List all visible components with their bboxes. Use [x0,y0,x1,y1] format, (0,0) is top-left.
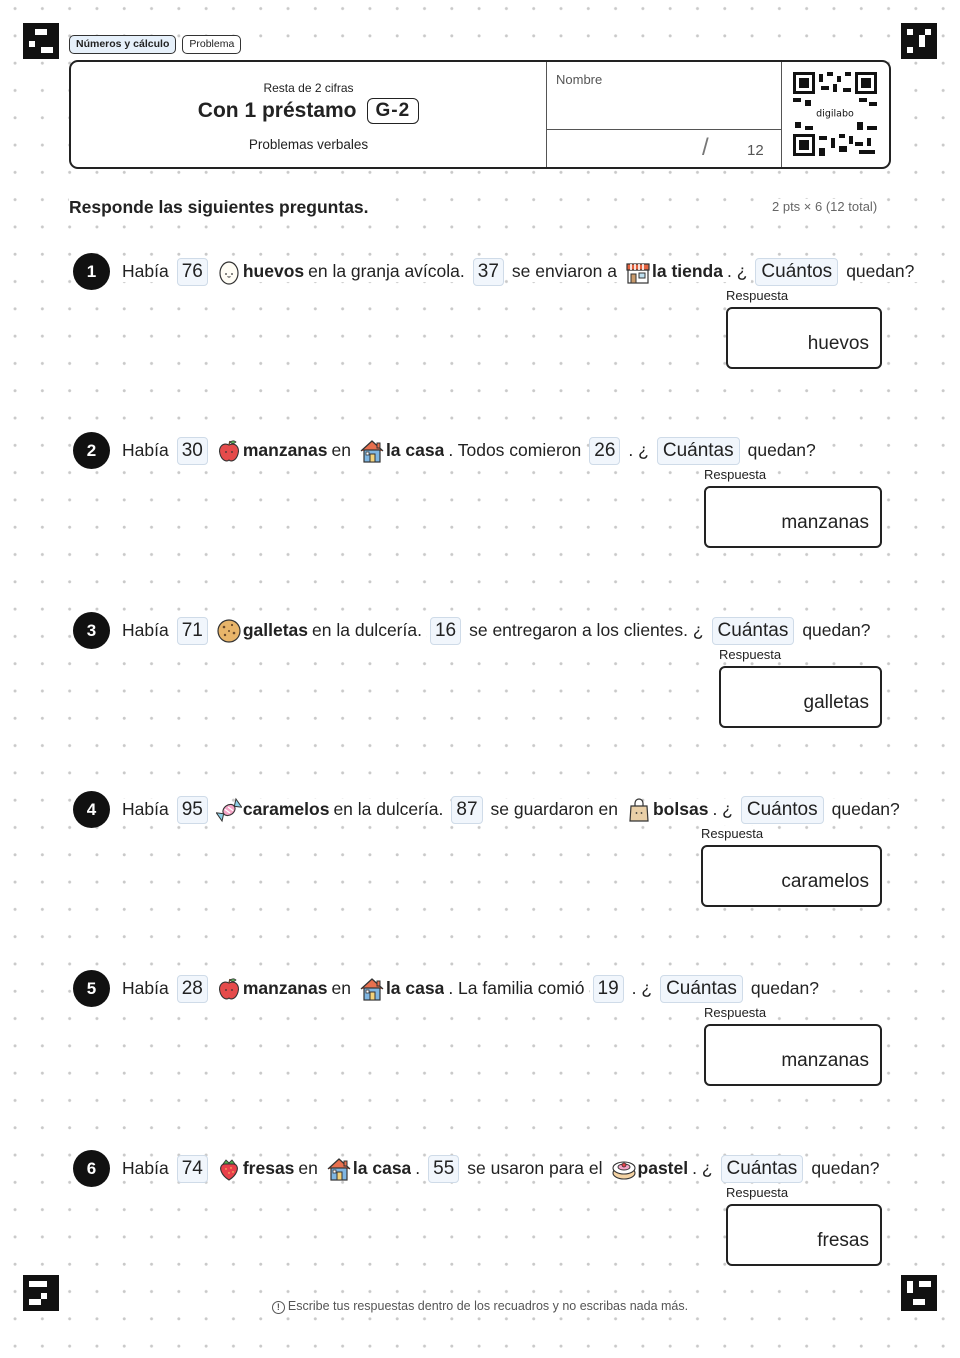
worksheet-description: Problemas verbales [248,137,369,152]
answer-box[interactable] [719,666,882,728]
info-icon: ! [272,1301,285,1314]
answer-label: Respuesta [726,1185,789,1200]
text-segment: . ¿ [628,978,656,999]
text-segment: . Todos comieron [444,440,585,461]
corner-marker-top-right [901,23,937,59]
question-number: 4 [73,791,110,828]
question-word: Cuántas [660,975,743,1003]
text-segment: Había [118,261,173,282]
text-segment: se entregaron a los clientes. ¿ [465,620,707,641]
question-text [118,1152,883,1185]
candy-icon [216,797,242,823]
answer-label: Respuesta [701,826,764,841]
text-segment: quedan? [828,799,904,820]
question-word: Cuántas [657,437,740,465]
text-segment: . ¿ [624,440,652,461]
text-segment: quedan? [747,978,823,999]
key-term: pastel [637,1158,689,1178]
question-word: Cuántos [755,258,838,286]
key-term: huevos [242,261,305,281]
answer-label: Respuesta [704,1005,767,1020]
answer-unit: manzanas [781,512,869,533]
key-term: la casa [385,440,445,460]
worksheet-title-row [71,98,546,124]
text-segment: . ¿ [688,1158,716,1179]
text-segment: Había [118,799,173,820]
divider [547,129,781,130]
key-term: caramelos [242,799,330,819]
answer-unit: galletas [803,692,869,713]
answer-box[interactable] [726,307,882,369]
given-number: 26 [589,437,620,465]
given-number: 37 [473,258,504,286]
text-segment: Había [118,620,173,641]
question-word: Cuántos [741,796,824,824]
store-icon [625,259,651,285]
question-number: 6 [73,1150,110,1187]
text-segment: . ¿ [708,799,736,820]
score-total: 12 [747,142,764,159]
given-number: 71 [177,617,208,645]
corner-marker-top-left [23,23,59,59]
key-term: fresas [242,1158,295,1178]
answer-unit: manzanas [781,1050,869,1071]
key-term: la casa [352,1158,412,1178]
house-icon [359,438,385,464]
text-segment: se enviaron a [508,261,621,282]
score-slash: / [702,134,709,161]
question-text [118,434,820,467]
text-segment: . [411,1158,424,1179]
answer-box[interactable] [704,486,882,548]
qr-label: digilabo [816,108,854,120]
house-icon [326,1156,352,1182]
text-segment: quedan? [807,1158,883,1179]
answer-unit: huevos [807,333,869,354]
text-segment: en la granja avícola. [304,261,469,282]
question-text [118,972,823,1005]
tag-category: Números y cálculo [69,35,176,54]
answer-unit: fresas [817,1230,869,1251]
worksheet-header [69,60,891,169]
question-text [118,255,918,288]
text-segment: quedan? [842,261,918,282]
worksheet-code: G-2 [367,98,420,124]
worksheet-title: Con 1 préstamo [197,99,357,122]
key-term: manzanas [242,440,328,460]
cake-icon [611,1156,637,1182]
tag-type: Problema [182,35,241,54]
answer-box[interactable] [701,845,882,907]
text-segment: . La familia comió [444,978,588,999]
points-info: 2 pts × 6 (12 total) [772,199,878,214]
question-number: 5 [73,970,110,1007]
bag-icon [626,797,652,823]
answer-unit: caramelos [781,871,869,892]
egg-icon [216,259,242,285]
text-segment: en [294,1158,321,1179]
given-number: 55 [428,1155,459,1183]
answer-box[interactable] [726,1204,882,1266]
question-number: 1 [73,253,110,290]
text-segment: quedan? [744,440,820,461]
answer-label: Respuesta [719,647,782,662]
footer-text: Escribe tus respuestas dentro de los recuadros y no escribas nada más. [287,1299,689,1313]
header-title-area [71,62,546,167]
given-number: 95 [177,796,208,824]
category-tags [69,35,241,54]
house-icon [359,976,385,1002]
apple-icon [216,976,242,1002]
given-number: 19 [593,975,624,1003]
question-number: 2 [73,432,110,469]
key-term: galletas [242,620,309,640]
key-term: la casa [385,978,445,998]
given-number: 87 [451,796,482,824]
footer-note [0,1299,960,1314]
name-score-area [546,62,782,167]
text-segment: en la dulcería. [308,620,426,641]
question-word: Cuántas [721,1155,804,1183]
cookie-icon [216,618,242,644]
text-segment: en [327,978,354,999]
apple-icon [216,438,242,464]
text-segment: . ¿ [723,261,751,282]
question-word: Cuántas [712,617,795,645]
given-number: 30 [177,437,208,465]
strawberry-icon [216,1156,242,1182]
key-term: bolsas [652,799,709,819]
question-text [118,793,904,826]
given-number: 28 [177,975,208,1003]
given-number: 74 [177,1155,208,1183]
question-number: 3 [73,612,110,649]
text-segment: en [327,440,354,461]
qr-code-icon [793,72,877,156]
key-term: la tienda [651,261,723,281]
answer-label: Respuesta [704,467,767,482]
answer-label: Respuesta [726,288,789,303]
text-segment: se guardaron en [487,799,622,820]
key-term: manzanas [242,978,328,998]
instructions: Responde las siguientes preguntas. [69,197,373,218]
given-number: 76 [177,258,208,286]
worksheet-subtitle: Resta de 2 cifras [263,81,354,95]
text-segment: Había [118,440,173,461]
given-number: 16 [430,617,461,645]
name-label: Nombre [556,72,603,87]
text-segment: quedan? [798,620,874,641]
text-segment: Había [118,978,173,999]
question-text [118,614,874,647]
answer-box[interactable] [704,1024,882,1086]
text-segment: Había [118,1158,173,1179]
text-segment: se usaron para el [463,1158,606,1179]
text-segment: en la dulcería. [329,799,447,820]
